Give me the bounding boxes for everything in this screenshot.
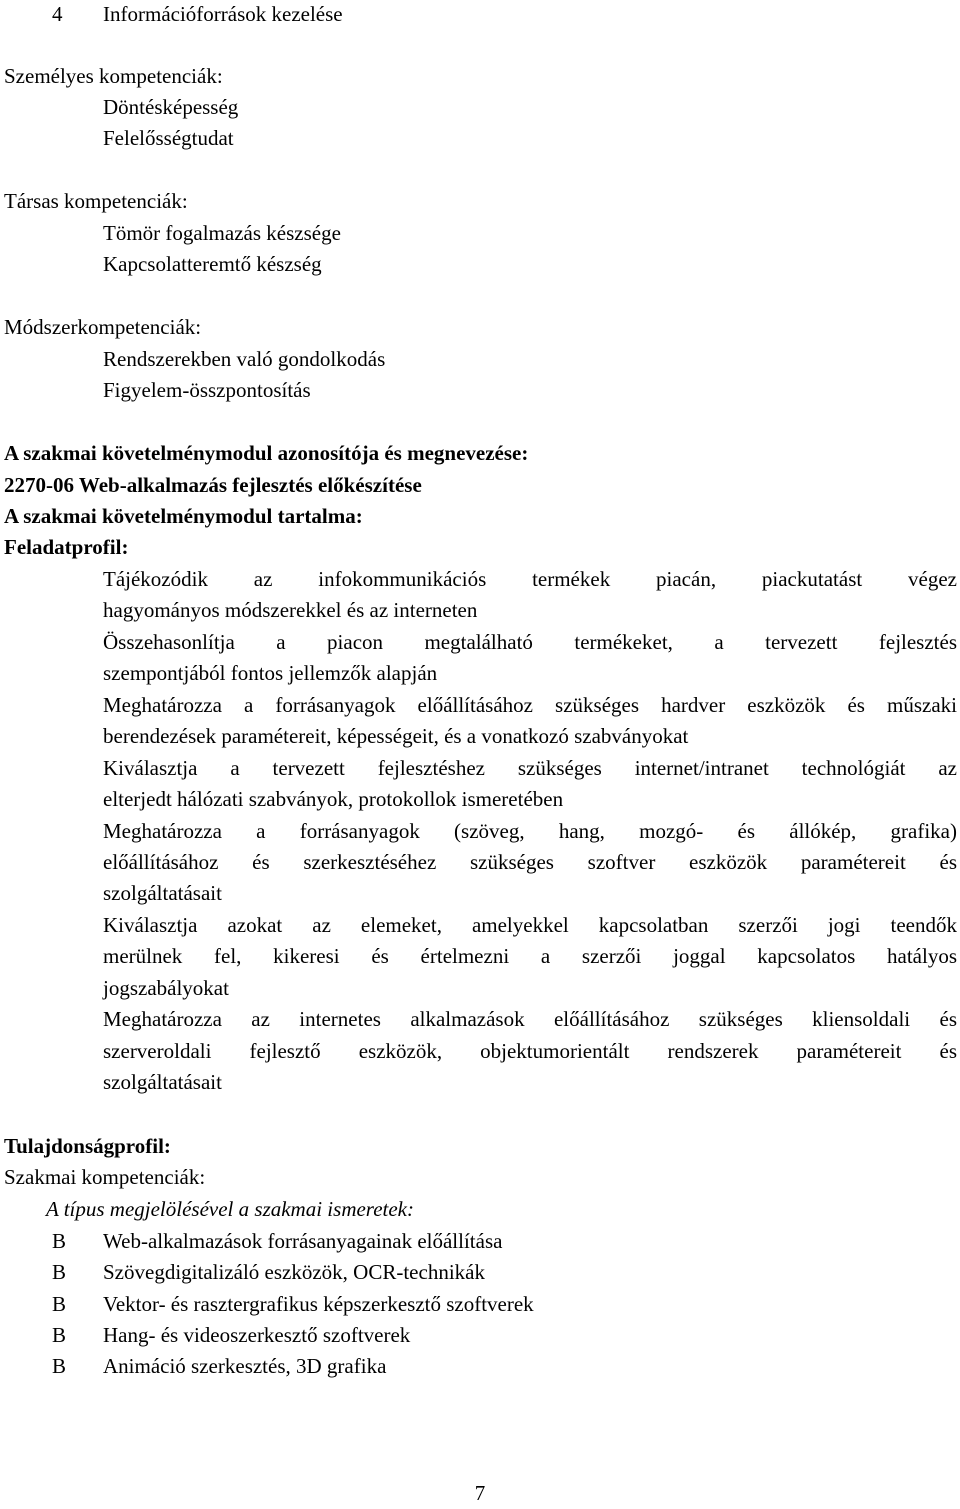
task-line: merülnek fel, kikeresi és értelmezni a szerzői joggal kapcsolatos hatályos xyxy=(103,944,957,968)
method-item: Figyelem-összpontosítás xyxy=(103,378,311,402)
task-line: Tájékozódik az infokommunikációs termékek piacán, piackutatást végez xyxy=(103,567,957,591)
knowledge-grade: B xyxy=(52,1229,67,1253)
knowledge-grade: B xyxy=(52,1292,67,1316)
knowledge-text: Web-alkalmazások forrásanyagainak előállítása xyxy=(103,1229,503,1253)
task-line: szolgáltatásait xyxy=(103,1070,222,1094)
personal-item: Felelősségtudat xyxy=(103,126,234,150)
personal-item: Döntésképesség xyxy=(103,95,239,119)
page-number: 7 xyxy=(474,1481,486,1505)
social-competencies-label: Társas kompetenciák: xyxy=(4,189,188,213)
knowledge-grade: B xyxy=(52,1354,67,1378)
task-line: Összehasonlítja a piacon megtalálható termékeket, a tervezett fejlesztés xyxy=(103,630,957,654)
task-profile-label: Feladatprofil: xyxy=(4,535,129,559)
task-line: előállításához és szerkesztéséhez szükséges szoftver eszközök paramétereit és xyxy=(103,850,957,874)
module-id-label: A szakmai követelménymodul azonosítója és megnevezése: xyxy=(4,441,529,465)
knowledge-grade: B xyxy=(52,1260,67,1284)
chapter-title: Információforrások kezelése xyxy=(103,2,343,26)
task-line: szerveroldali fejlesztő eszközök, objektumorientált rendszerek paramétereit és xyxy=(103,1039,957,1063)
task-line: Kiválasztja azokat az elemeket, amelyekkel kapcsolatban szerzői jogi teendők xyxy=(103,913,957,937)
personal-competencies-label: Személyes kompetenciák: xyxy=(4,64,223,88)
task-line: Meghatározza a forrásanyagok előállításához szükséges hardver eszközök és műszaki xyxy=(103,693,957,717)
knowledge-text: Hang- és videoszerkesztő szoftverek xyxy=(103,1323,411,1347)
module-id-value: 2270-06 Web-alkalmazás fejlesztés előkészítése xyxy=(4,473,422,497)
method-competencies-label: Módszerkompetenciák: xyxy=(4,315,202,339)
social-item: Tömör fogalmazás készsége xyxy=(103,221,341,245)
task-line: szolgáltatásait xyxy=(103,881,222,905)
task-line: elterjedt hálózati szabványok, protokollok ismeretében xyxy=(103,787,564,811)
knowledge-text: Animáció szerkesztés, 3D grafika xyxy=(103,1354,387,1378)
knowledge-label: A típus megjelölésével a szakmai ismeretek: xyxy=(46,1197,414,1221)
task-line: hagyományos módszerekkel és az interneten xyxy=(103,598,478,622)
task-line: jogszabályokat xyxy=(103,976,229,1000)
method-item: Rendszerekben való gondolkodás xyxy=(103,347,386,371)
social-item: Kapcsolatteremtő készség xyxy=(103,252,322,276)
knowledge-grade: B xyxy=(52,1323,67,1347)
property-profile-label: Tulajdonságprofil: xyxy=(4,1134,171,1158)
task-line: Kiválasztja a tervezett fejlesztéshez szükséges internet/intranet technológiát az xyxy=(103,756,957,780)
chapter-number: 4 xyxy=(52,2,63,26)
task-line: berendezések paramétereit, képességeit, és a vonatkozó szabványokat xyxy=(103,724,689,748)
professional-competencies-label: Szakmai kompetenciák: xyxy=(4,1165,206,1189)
knowledge-text: Vektor- és rasztergrafikus képszerkesztő szoftverek xyxy=(103,1292,534,1316)
module-content-label: A szakmai követelménymodul tartalma: xyxy=(4,504,363,528)
task-line: Meghatározza a forrásanyagok (szöveg, hang, mozgó- és állókép, grafika) xyxy=(103,819,957,843)
task-line: Meghatározza az internetes alkalmazások előállításához szükséges kliensoldali és xyxy=(103,1007,957,1031)
task-line: szempontjából fontos jellemzők alapján xyxy=(103,661,438,685)
knowledge-text: Szövegdigitalizáló eszközök, OCR-technikák xyxy=(103,1260,485,1284)
